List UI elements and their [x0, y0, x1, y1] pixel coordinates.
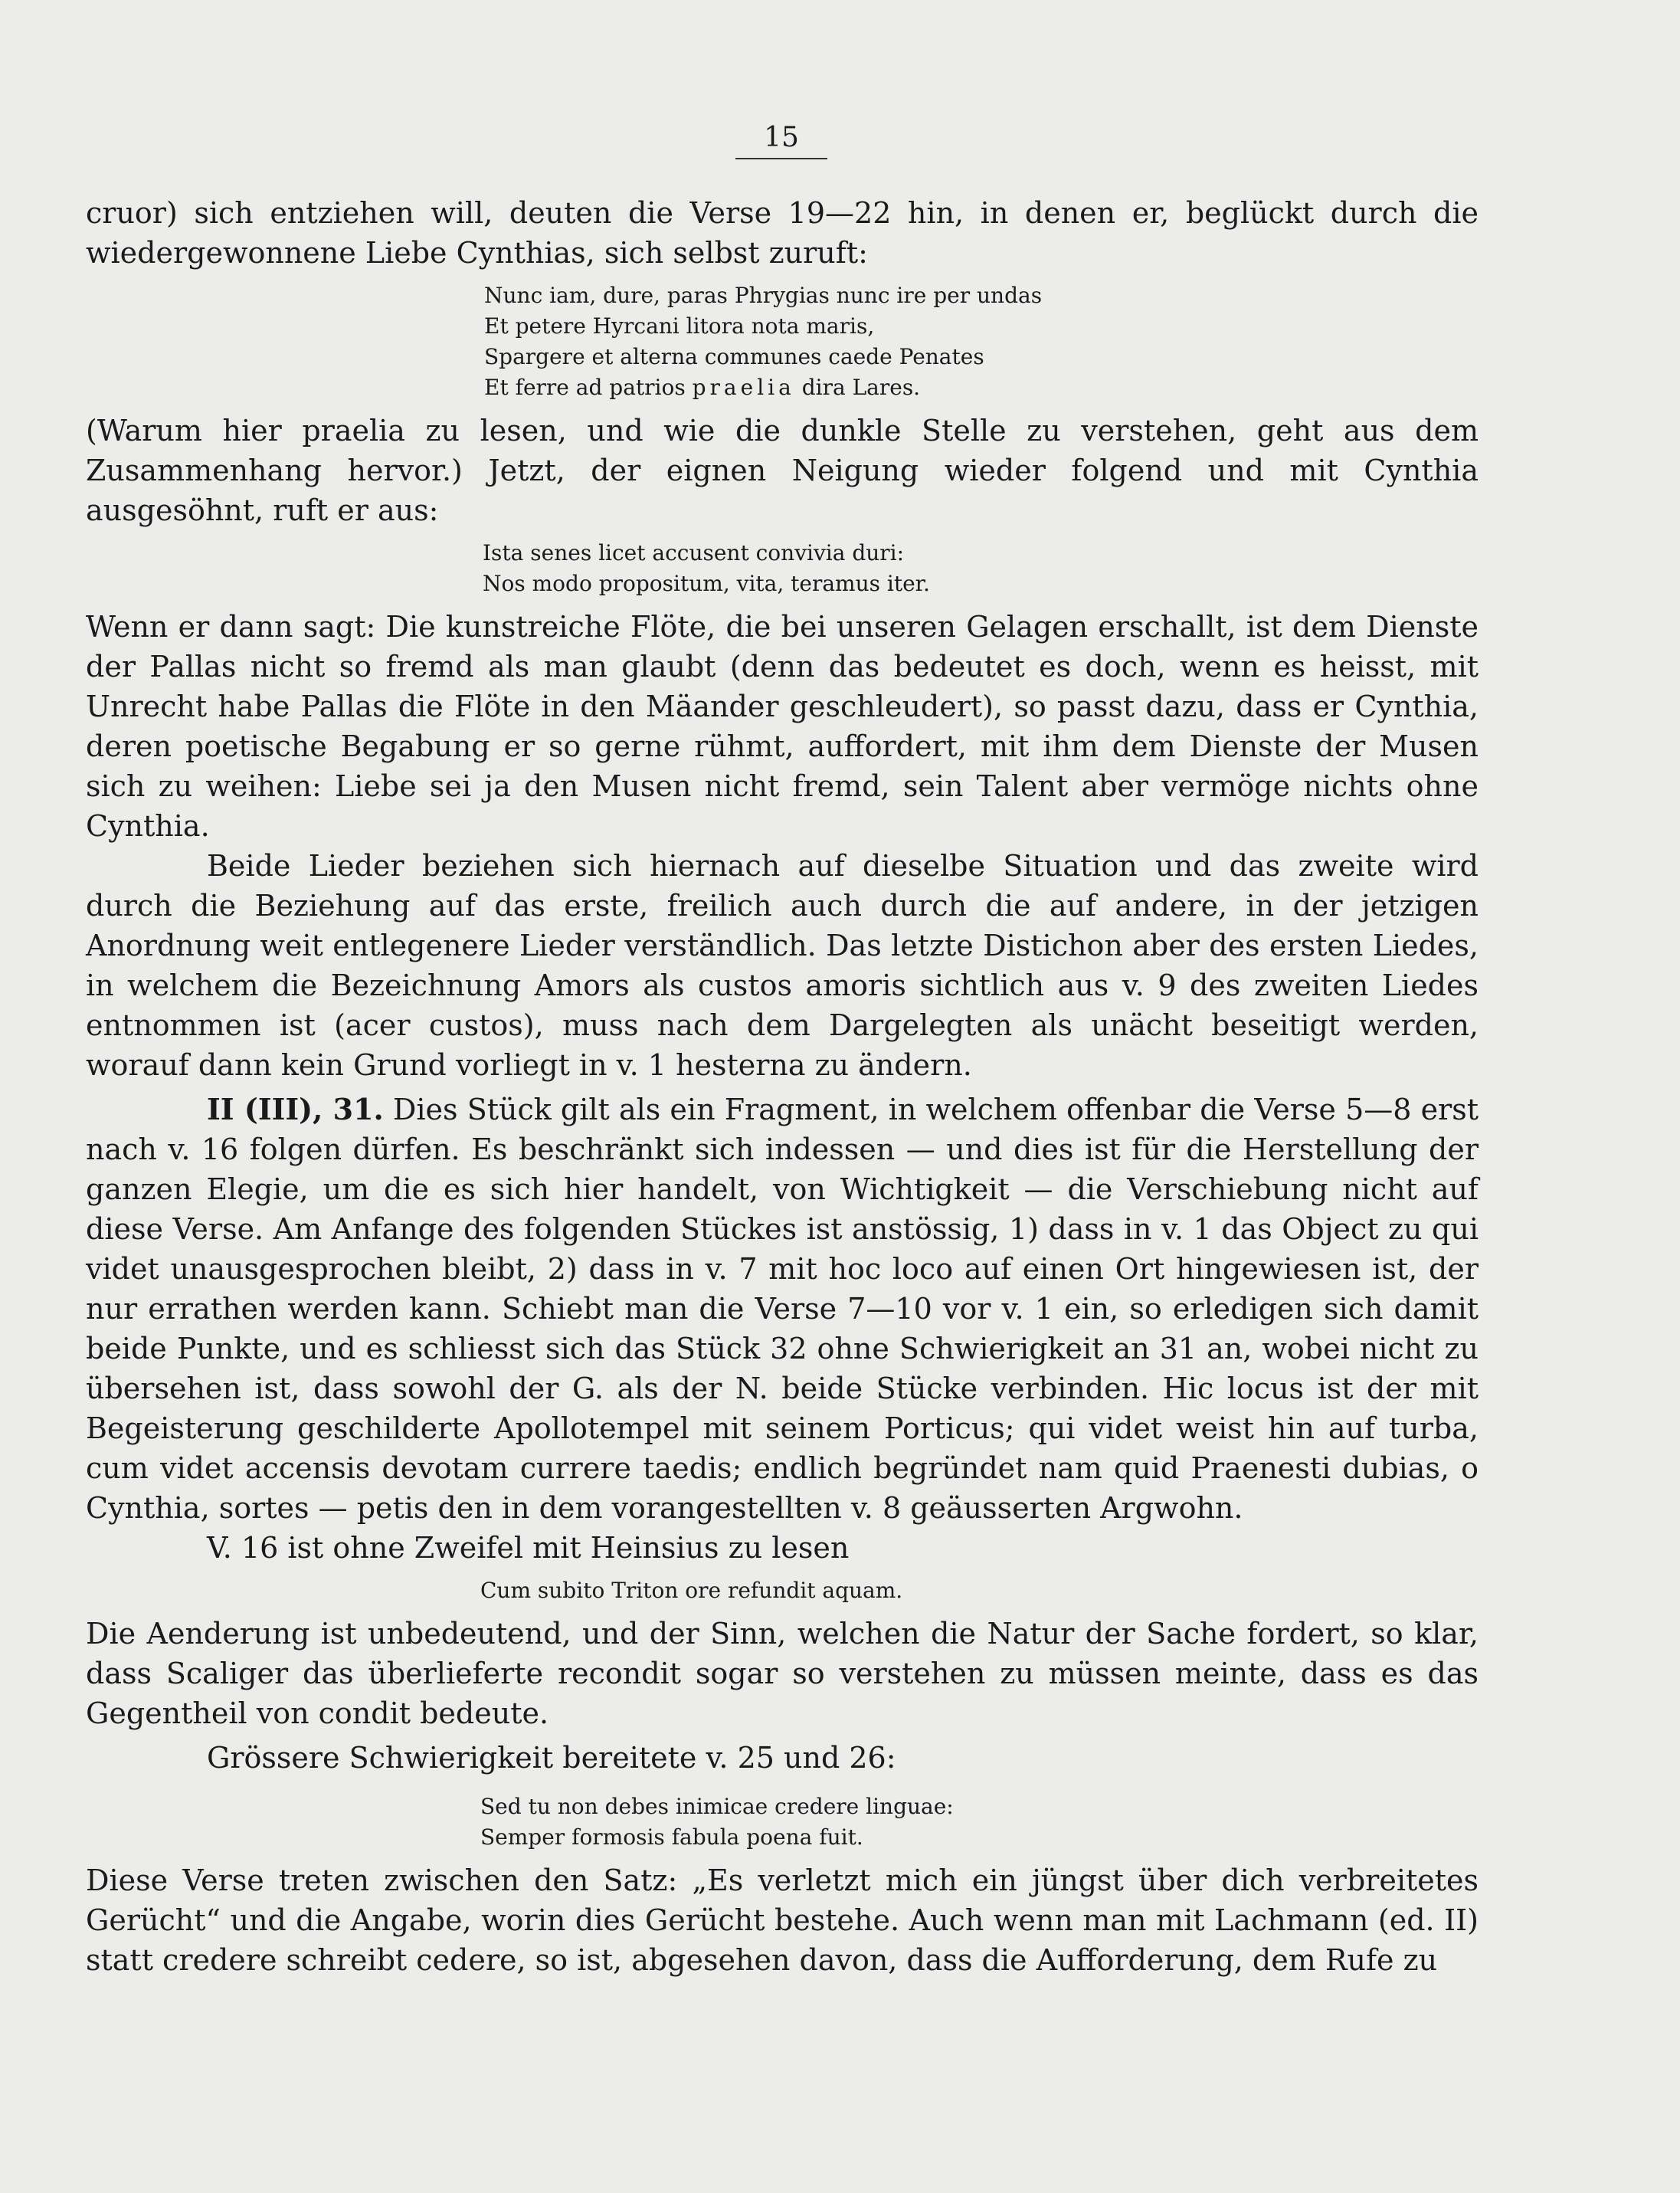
verse-line: Sed tu non debes inimicae credere linguae: — [480, 1794, 954, 1819]
verse-line-part: dira Lares. — [794, 375, 921, 400]
paragraph-1: cruor) sich entziehen will, deuten die Verse 19—22 hin, in denen er, beglückt durch die wiedergewonnene Liebe Cynthias, sich selbst zuruft: — [86, 196, 1479, 270]
paragraph-9: Diese Verse treten zwischen den Satz: „Es verletzt mich ein jüngst über dich verbreitetes Gerücht“ und die Angabe, worin dies Gerücht bestehe. Auch wenn man mit Lachmann (ed. II) statt credere schreibt cedere, so ist, abgesehen davon, dass die Aufforderung, dem Rufe zu — [86, 1864, 1479, 1977]
verse-line — [484, 372, 1479, 403]
verse-quote-2 — [483, 538, 1479, 599]
paragraph-2: (Warum hier praelia zu lesen, und wie die dunkle Stelle zu verstehen, geht aus dem Zusammenhang hervor.) Jetzt, der eignen Neigung wieder folgend und mit Cynthia ausgesöhnt, ruft er aus: — [86, 414, 1479, 527]
paragraph-7: Die Aenderung ist unbedeutend, und der Sinn, welchen die Natur der Sache fordert, so klar, dass Scaliger das überlieferte recondit sogar so verstehen zu müssen meinte, dass es das Gegentheil von condit bedeute. — [86, 1617, 1479, 1730]
verse-quote-1 — [484, 280, 1479, 403]
spaced-word: praelia — [692, 375, 795, 400]
paragraph-8: Grössere Schwierigkeit bereitete v. 25 und 26: — [207, 1741, 896, 1775]
page-number: 15 — [735, 121, 827, 159]
paragraph-5-text: Dies Stück gilt als ein Fragment, in welchem offenbar die Verse 5—8 erst nach v. 16 folgen dürfen. Es beschränkt sich indessen — und dies ist für die Herstellung der ganzen Elegie, um die es sich hier handelt, von Wichtigkeit — die Verschiebung nicht auf diese Verse. Am Anfange des folgenden Stückes ist anstössig, 1) dass in v. 1 das Object zu qui videt unausgesprochen bleibt, 2) dass in v. 7 mit hoc loco auf einen Ort hingewiesen ist, der nur errathen werden kann. Schiebt man die Verse 7—10 vor v. 1 ein, so erledigen sich damit beide Punkte, und es schliesst sich das Stück 32 ohne Schwierigkeit an 31 an, wobei nicht zu übersehen ist, dass sowohl der G. als der N. beide Stücke verbinden. Hic locus ist der mit Begeisterung geschilderte Apollotempel mit seinem Porticus; qui videt weist hin auf turba, cum videt accensis devotam currere taedis; endlich begründet nam quid Praenesti dubias, o Cynthia, sortes — petis den in dem vorangestellten v. 8 geäusserten Argwohn. — [86, 1093, 1479, 1525]
body-text — [86, 193, 1479, 1980]
verse-line: Cum subito Triton ore refundit aquam. — [480, 1578, 903, 1603]
verse-line: Et petere Hyrcani litora nota maris, — [484, 313, 875, 339]
verse-line: Semper formosis fabula poena fuit. — [480, 1824, 863, 1850]
verse-line-part: Et ferre ad patrios — [484, 375, 693, 400]
verse-line: Ista senes licet accusent convivia duri: — [483, 540, 905, 565]
paragraph-6: V. 16 ist ohne Zweifel mit Heinsius zu lesen — [207, 1531, 850, 1565]
verse-line: Nunc iam, dure, paras Phrygias nunc ire per undas — [484, 283, 1043, 308]
paragraph-3: Wenn er dann sagt: Die kunstreiche Flöte, die bei unseren Gelagen erschallt, ist dem Dienste der Pallas nicht so fremd als man glaubt (denn das bedeutet es doch, wenn es heisst, mit Unrecht habe Pallas die Flöte in den Mäander geschleudert), so passt dazu, dass er Cynthia, deren poetische Begabung er so gerne rühmt, auffordert, mit ihm dem Dienste der Musen sich zu weihen: Liebe sei ja den Musen nicht fremd, sein Talent aber vermöge nichts ohne Cynthia. — [86, 610, 1479, 843]
verse-line: Spargere et alterna communes caede Penates — [484, 344, 984, 369]
paragraph-5 — [86, 1090, 1479, 1528]
verse-line: Nos modo propositum, vita, teramus iter. — [483, 571, 930, 596]
section-heading: II (III), 31. — [207, 1092, 384, 1126]
verse-quote-3 — [480, 1575, 1479, 1606]
verse-quote-4 — [480, 1791, 1479, 1853]
paragraph-4: Beide Lieder beziehen sich hiernach auf dieselbe Situation und das zweite wird durch die Beziehung auf das erste, freilich auch durch die auf andere, in der jetzigen Anordnung weit entlegenere Lieder verständlich. Das letzte Distichon aber des ersten Liedes, in welchem die Bezeichnung Amors als custos amoris sichtlich aus v. 9 des zweiten Liedes entnommen ist (acer custos), muss nach dem Dargelegten als unächt beseitigt werden, worauf dann kein Grund vorliegt in v. 1 hesterna zu ändern. — [86, 849, 1479, 1082]
